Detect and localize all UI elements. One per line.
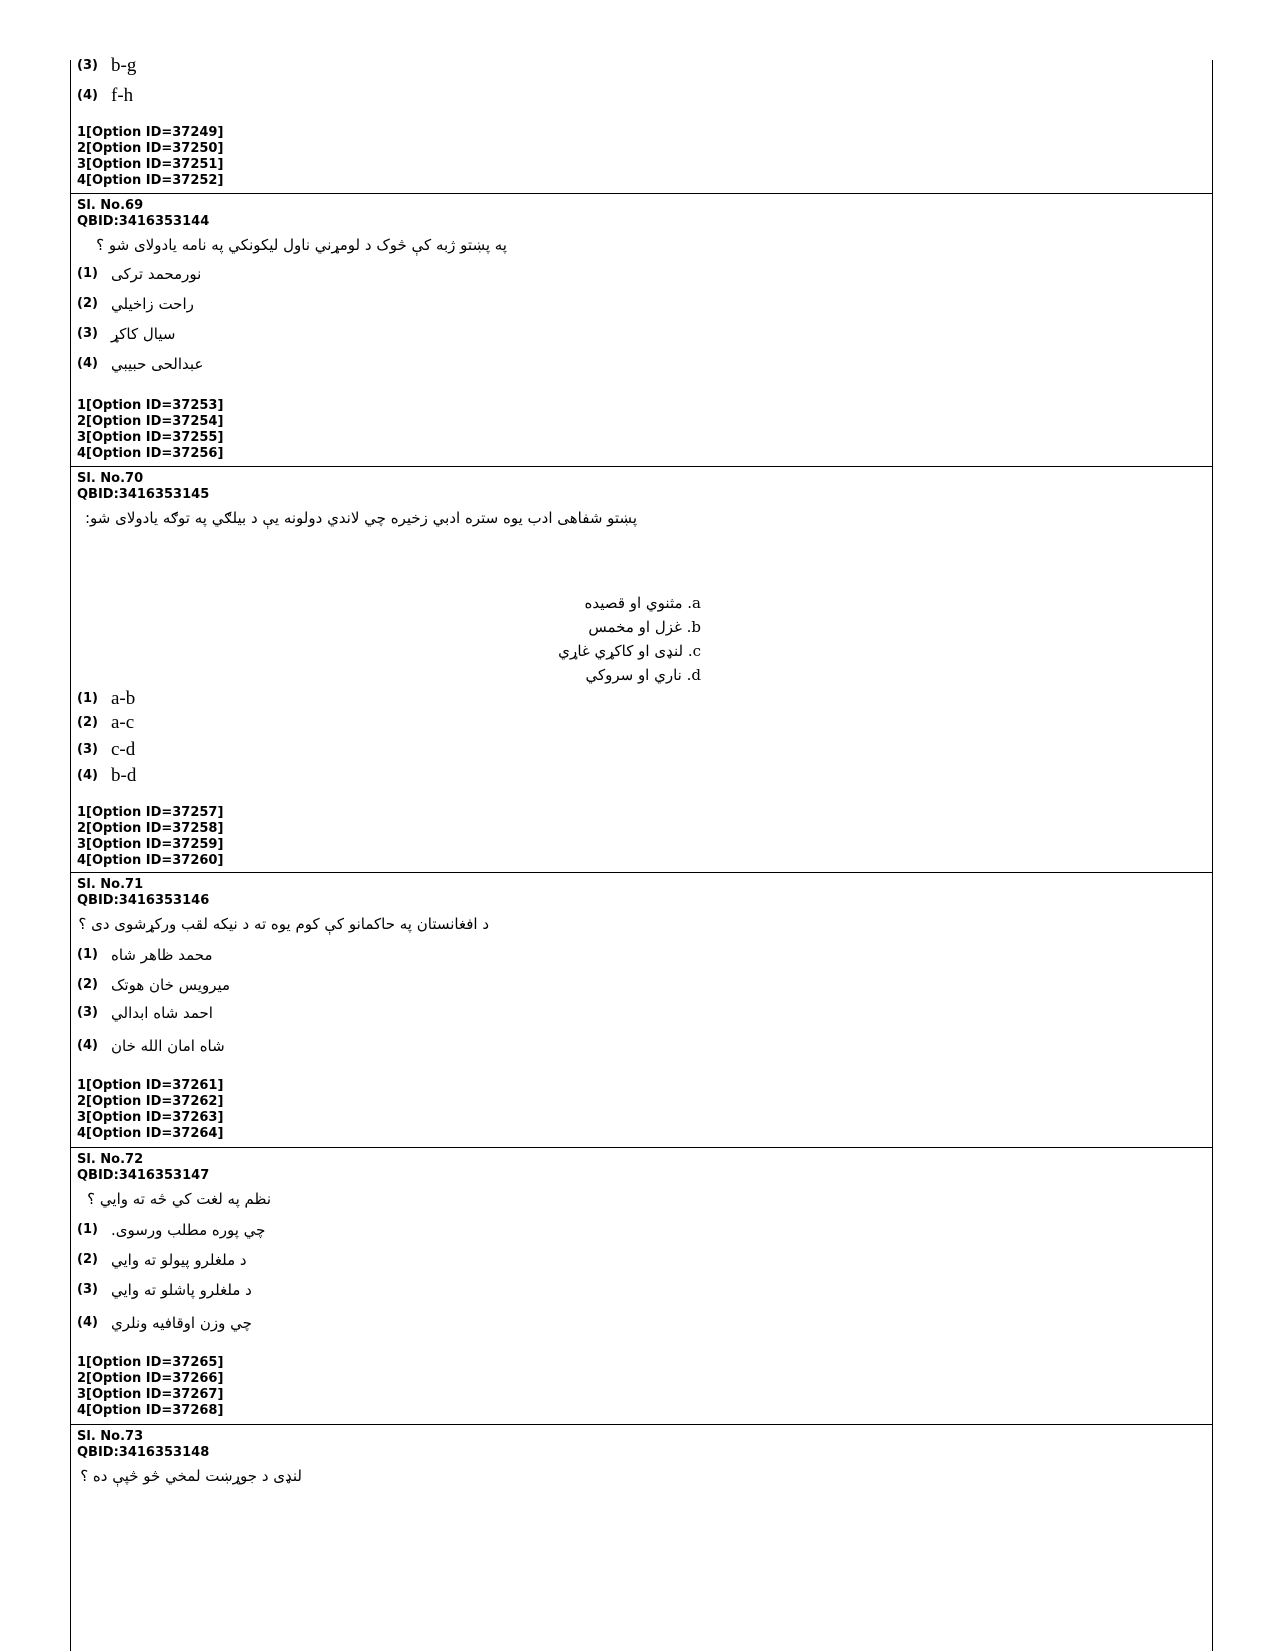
qbid: QBID:3416353148 bbox=[77, 1445, 210, 1460]
option-1: (1) a-b bbox=[77, 688, 136, 709]
option-3: (3) احمد شاه ابدالي bbox=[77, 1004, 213, 1022]
option-ids: 1[Option ID=37261] 2[Option ID=37262] 3[Option ID=37263] 4[Option ID=37264] bbox=[77, 1078, 224, 1141]
question-block-71 bbox=[71, 872, 1212, 1147]
option-4: (4) b-d bbox=[77, 765, 137, 786]
option-1: (1) محمد ظاهر شاه bbox=[77, 946, 213, 964]
option-2: (2) د ملغلرو پيولو ته وايي bbox=[77, 1251, 247, 1269]
question-text: نظم په لغت کي څه ته وايي ؟ bbox=[87, 1190, 271, 1208]
question-text: لنډی د جوړښت لمخي څو څپې ده ؟ bbox=[80, 1467, 302, 1485]
question-block-72 bbox=[71, 1147, 1212, 1424]
question-block-69 bbox=[71, 193, 1212, 466]
question-block-73 bbox=[71, 1424, 1212, 1651]
serial-number: Sl. No.72 bbox=[77, 1152, 144, 1167]
serial-number: Sl. No.70 bbox=[77, 471, 144, 486]
option-ids: 1[Option ID=37265] 2[Option ID=37266] 3[Option ID=37267] 4[Option ID=37268] bbox=[77, 1355, 224, 1418]
option-3: (3) c-d bbox=[77, 739, 136, 760]
option-ids: 1[Option ID=37249] 2[Option ID=37250] 3[Option ID=37251] 4[Option ID=37252] bbox=[77, 125, 224, 188]
option-ids: 1[Option ID=37253] 2[Option ID=37254] 3[Option ID=37255] 4[Option ID=37256] bbox=[77, 398, 224, 461]
option-2: (2) a-c bbox=[77, 712, 135, 733]
qbid: QBID:3416353144 bbox=[77, 214, 210, 229]
option-3: (3) سيال کاکړ bbox=[77, 325, 176, 343]
option-1: (1) چي پوره مطلب ورسوی. bbox=[77, 1221, 266, 1239]
question-block-continued bbox=[71, 55, 1212, 193]
option-4: (4) عبدالحی حبيبي bbox=[77, 355, 204, 373]
option-4: (4) چي وزن اوقافيه ونلري bbox=[77, 1314, 252, 1332]
option-4: (4) شاه امان الله خان bbox=[77, 1037, 225, 1055]
question-text: په پښتو ژبه کې څوک د لومړني ناول ليکونکي په نامه يادولای شو ؟ bbox=[96, 236, 507, 254]
option-2: (2) راحت زاخيلي bbox=[77, 295, 194, 313]
option-3: (3) b-g bbox=[77, 55, 137, 76]
serial-number: Sl. No.73 bbox=[77, 1429, 144, 1444]
question-block-70 bbox=[71, 466, 1212, 872]
option-1: (1) نورمحمد ترکی bbox=[77, 265, 202, 283]
qbid: QBID:3416353146 bbox=[77, 893, 210, 908]
option-ids: 1[Option ID=37257] 2[Option ID=37258] 3[Option ID=37259] 4[Option ID=37260] bbox=[77, 805, 224, 868]
option-4: (4) f-h bbox=[77, 85, 134, 106]
question-text: د افغانستان په حاکمانو کې کوم يوه ته د نيکه لقب ورکړشوی دی ؟ bbox=[78, 915, 489, 933]
qbid: QBID:3416353147 bbox=[77, 1168, 210, 1183]
question-sheet bbox=[70, 55, 1213, 1651]
statement-list: a. مثنوي او قصيده b. غزل او مخمس c. لنډی او کاکړي غاړي d. ناري او سروکي bbox=[558, 594, 701, 684]
serial-number: Sl. No.69 bbox=[77, 198, 144, 213]
option-2: (2) ميرويس خان هوتک bbox=[77, 976, 231, 994]
question-text: پښتو شفاهی ادب يوه ستره ادبي زخيره چي لاندي دولونه يې د بيلګي په توګه يادولای شو: bbox=[85, 509, 637, 527]
qbid: QBID:3416353145 bbox=[77, 487, 210, 502]
option-3: (3) د ملغلرو پاشلو ته وايي bbox=[77, 1281, 252, 1299]
serial-number: Sl. No.71 bbox=[77, 877, 144, 892]
